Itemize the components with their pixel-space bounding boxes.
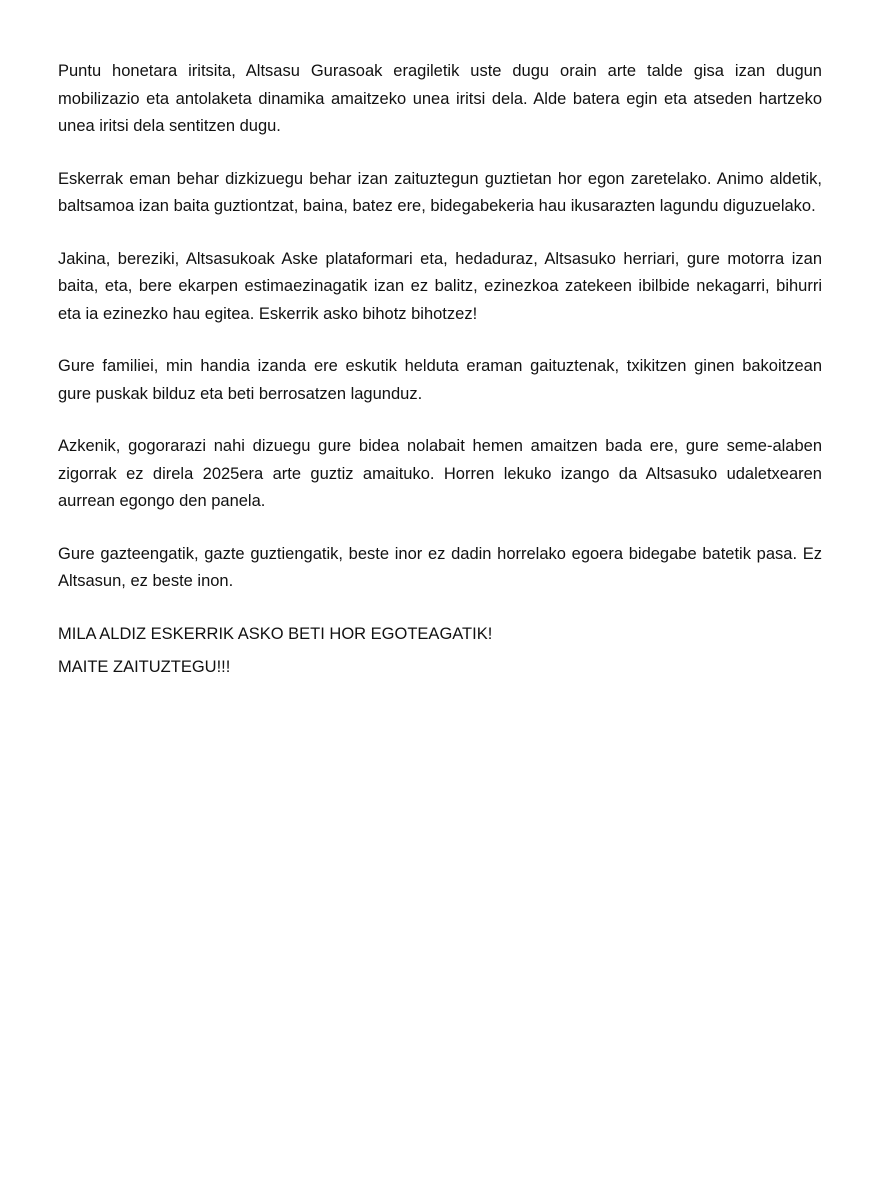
paragraph-thanks-platform: Jakina, bereziki, Altsasukoak Aske plataformari eta, hedaduraz, Altsasuko herriari, gure motorra izan baita, eta, bere ekarpen estimaezinagatik izan ez balitz, ezinezkoa zatekeen ibilbide nekagarri, bihurri eta ia ezinezko hau egitea. Eskerrik asko bihotz bihotzez!	[58, 249, 822, 323]
paragraph-families: Gure familiei, min handia izanda ere eskutik helduta eraman gaituztenak, txikitzen ginen bakoitzean gure puskak bilduz eta beti berrosatzen lagunduz.	[58, 357, 822, 403]
closing-love: MAITE ZAITUZTEGU!!!	[58, 658, 231, 676]
paragraph-reminder: Azkenik, gogorarazi nahi dizuegu gure bidea nolabait hemen amaitzen bada ere, gure seme-alaben zigorrak ez direla 2025era arte guztiz amaituko. Horren lekuko izango da Altsasuko udaletxearen aurrean egongo den panela.	[58, 437, 822, 510]
letter-body	[58, 58, 822, 688]
closing-thanks: MILA ALDIZ ESKERRIK ASKO BETI HOR EGOTEAGATIK!	[58, 624, 493, 643]
paragraph-closure: Puntu honetara iritsita, Altsasu Gurasoak eragiletik uste dugu orain arte talde gisa izan dugun mobilizazio eta antolaketa dinamika amaitzeko unea iritsi dela. Alde batera egin eta atseden hartzeko unea iritsi dela sentitzen dugu.	[58, 62, 822, 135]
paragraph-thanks-support: Eskerrak eman behar dizkizuegu behar izan zaituztegun guztietan hor egon zaretelako. Animo aldetik, baltsamoa izan baita guztiontzat, baina, batez ere, bidegabekeria hau ikusarazten lagundu diguzuelako.	[58, 169, 822, 215]
paragraph-youth: Gure gazteengatik, gazte guztiengatik, beste inor ez dadin horrelako egoera bidegabe batetik pasa. Ez Altsasun, ez beste inon.	[58, 544, 822, 590]
